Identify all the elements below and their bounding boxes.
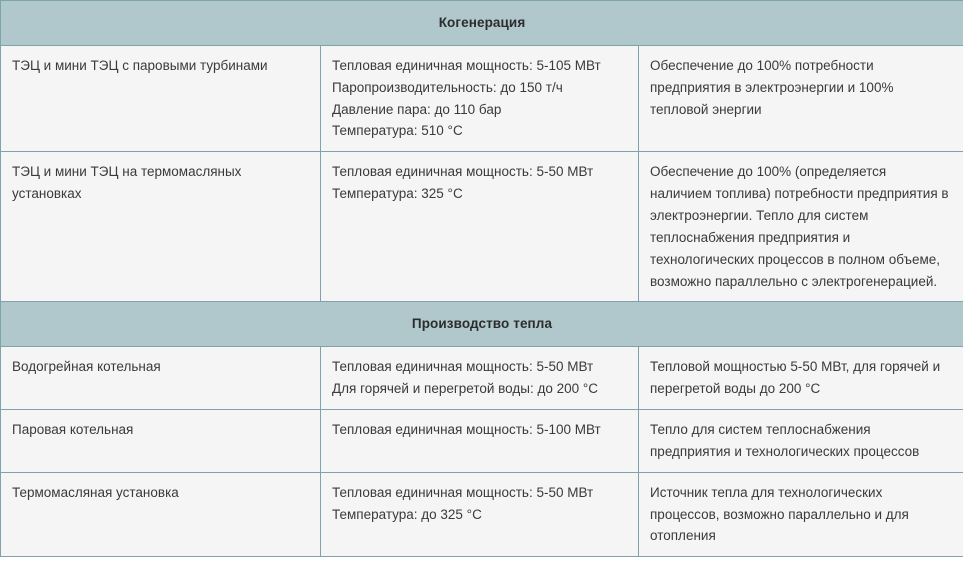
table-row xyxy=(1,45,963,151)
section-header-row-heat-production xyxy=(1,302,963,347)
table-row xyxy=(1,347,963,410)
description-text: Тепловой мощностью 5-50 МВт, для горячей и перегретой воды до 200 °C xyxy=(650,359,941,397)
spec-line: Температура: 325 °C xyxy=(332,186,463,202)
cell-specifications xyxy=(321,347,639,410)
spec-line: Давление пара: до 110 бар xyxy=(332,101,502,117)
cell-equipment-name: Паровая котельная xyxy=(1,410,321,473)
cell-description xyxy=(639,472,963,557)
cell-specifications xyxy=(321,152,639,302)
spec-line: Температура: до 325 °C xyxy=(332,506,482,522)
cell-description xyxy=(639,347,963,410)
cell-equipment-name: Водогрейная котельная xyxy=(1,347,321,410)
spec-line: Тепловая единичная мощность: 5-105 МВт xyxy=(332,57,601,73)
description-text: Тепло для систем теплоснабжения предприятия и технологических процессов xyxy=(650,422,920,459)
cell-specifications xyxy=(321,45,639,151)
table-row xyxy=(1,472,963,557)
description-text: Обеспечение до 100% потребности предприятия в электроэнергии и 100% тепловой энергии xyxy=(650,57,894,117)
cell-equipment-name: Термомасляная установка xyxy=(1,472,321,557)
table-row xyxy=(1,152,963,302)
section-header-row-cogeneration xyxy=(1,1,963,46)
description-text: Источник тепла для технологических процессов, возможно параллельно и для отопления xyxy=(650,484,909,544)
spec-line: Тепловая единичная мощность: 5-100 МВт xyxy=(332,422,601,438)
cell-description xyxy=(639,410,963,473)
spec-line: Паропроизводительность: до 150 т/ч xyxy=(332,79,563,95)
spec-line: Тепловая единичная мощность: 5-50 МВт xyxy=(332,164,594,180)
description-text: Обеспечение до 100% (определяется наличием топлива) потребности предприятия в электроэнергии. Тепло для систем теплоснабжения предприятия и технологических процессов в полном объеме, возможно параллельно с электрогенерацией. xyxy=(650,164,949,289)
table-row xyxy=(1,410,963,473)
section-header-title: Производство тепла xyxy=(1,302,963,347)
spec-line: Тепловая единичная мощность: 5-50 МВт xyxy=(332,359,594,375)
section-header-title: Когенерация xyxy=(1,1,963,46)
spec-line: Для горячей и перегретой воды: до 200 °C xyxy=(332,381,599,397)
cell-specifications xyxy=(321,472,639,557)
cell-equipment-name: ТЭЦ и мини ТЭЦ на термомасляных установках xyxy=(1,152,321,302)
cell-description xyxy=(639,45,963,151)
spec-line: Тепловая единичная мощность: 5-50 МВт xyxy=(332,484,594,500)
table-body xyxy=(1,1,963,557)
cell-specifications xyxy=(321,410,639,473)
cell-description xyxy=(639,152,963,302)
cell-equipment-name: ТЭЦ и мини ТЭЦ с паровыми турбинами xyxy=(1,45,321,151)
spec-line: Температура: 510 °C xyxy=(332,123,463,139)
